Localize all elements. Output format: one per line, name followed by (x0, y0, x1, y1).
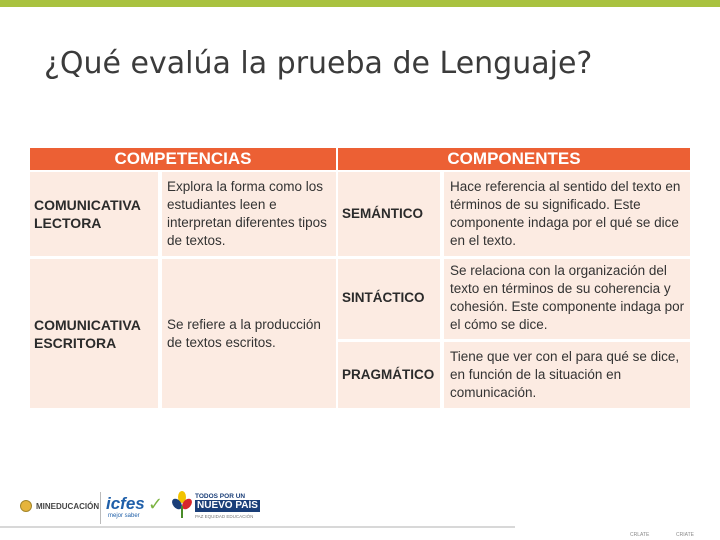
componente-pragmatico-description: Tiene que ver con el para qué se dice, en función de la situación en comunicación. (450, 349, 680, 400)
divider (158, 172, 162, 256)
componente-sintactico-label: SINTÁCTICO (342, 290, 425, 305)
competencias-componentes-table (30, 148, 690, 408)
icfes-tagline: mejor saber (108, 513, 140, 519)
divider (338, 256, 690, 259)
coat-of-arms-icon (20, 500, 32, 512)
top-accent-bar (0, 0, 720, 7)
divider (30, 256, 336, 259)
mineducacion-logo (20, 500, 99, 512)
divider (440, 172, 444, 408)
componente-semantico-label: SEMÁNTICO (342, 206, 423, 221)
pais-line3: PAZ EQUIDAD EDUCACIÓN (195, 514, 254, 519)
divider (338, 339, 690, 342)
competencia-lectora-description: Explora la forma como los estudiantes leen e interpretan diferentes tipos de textos. (167, 179, 327, 248)
competencia-escritora-description: Se refiere a la producción de textos escritos. (167, 317, 321, 350)
competencia-lectora-label: COMUNICATIVA LECTORA (34, 197, 141, 231)
componente-sintactico-description: Se relaciona con la organización del texto en términos de su coherencia y cohesión. Este componente indaga por el cómo se dice. (450, 263, 685, 332)
slide-title: ¿Qué evalúa la prueba de Lenguaje? (44, 46, 593, 81)
pais-line1: TODOS POR UN (195, 493, 246, 500)
header-componentes: COMPONENTES (338, 148, 690, 170)
logo-separator (100, 492, 101, 524)
nuevo-pais-logo (172, 488, 262, 524)
icfes-logo (106, 492, 166, 522)
divider (158, 259, 162, 408)
componente-semantico-description: Hace referencia al sentido del texto en términos de su significado. Este componente indaga por el qué se dice en el texto. (450, 179, 681, 248)
pais-line2: NUEVO PAÍS (197, 500, 258, 511)
footer-divider (0, 526, 515, 528)
corner-mark-left: CRLATE (630, 532, 650, 538)
flower-icon (172, 490, 192, 520)
componente-pragmatico-label: PRAGMÁTICO (342, 367, 435, 382)
corner-mark-right: CRIATE (676, 532, 694, 538)
header-competencias: COMPETENCIAS (30, 148, 336, 170)
icfes-wordmark: icfes (106, 494, 145, 513)
competencia-escritora-label: COMUNICATIVA ESCRITORA (34, 317, 141, 351)
checkmark-icon: ✓ (148, 494, 164, 514)
mineducacion-text: MINEDUCACIÓN (36, 501, 100, 511)
